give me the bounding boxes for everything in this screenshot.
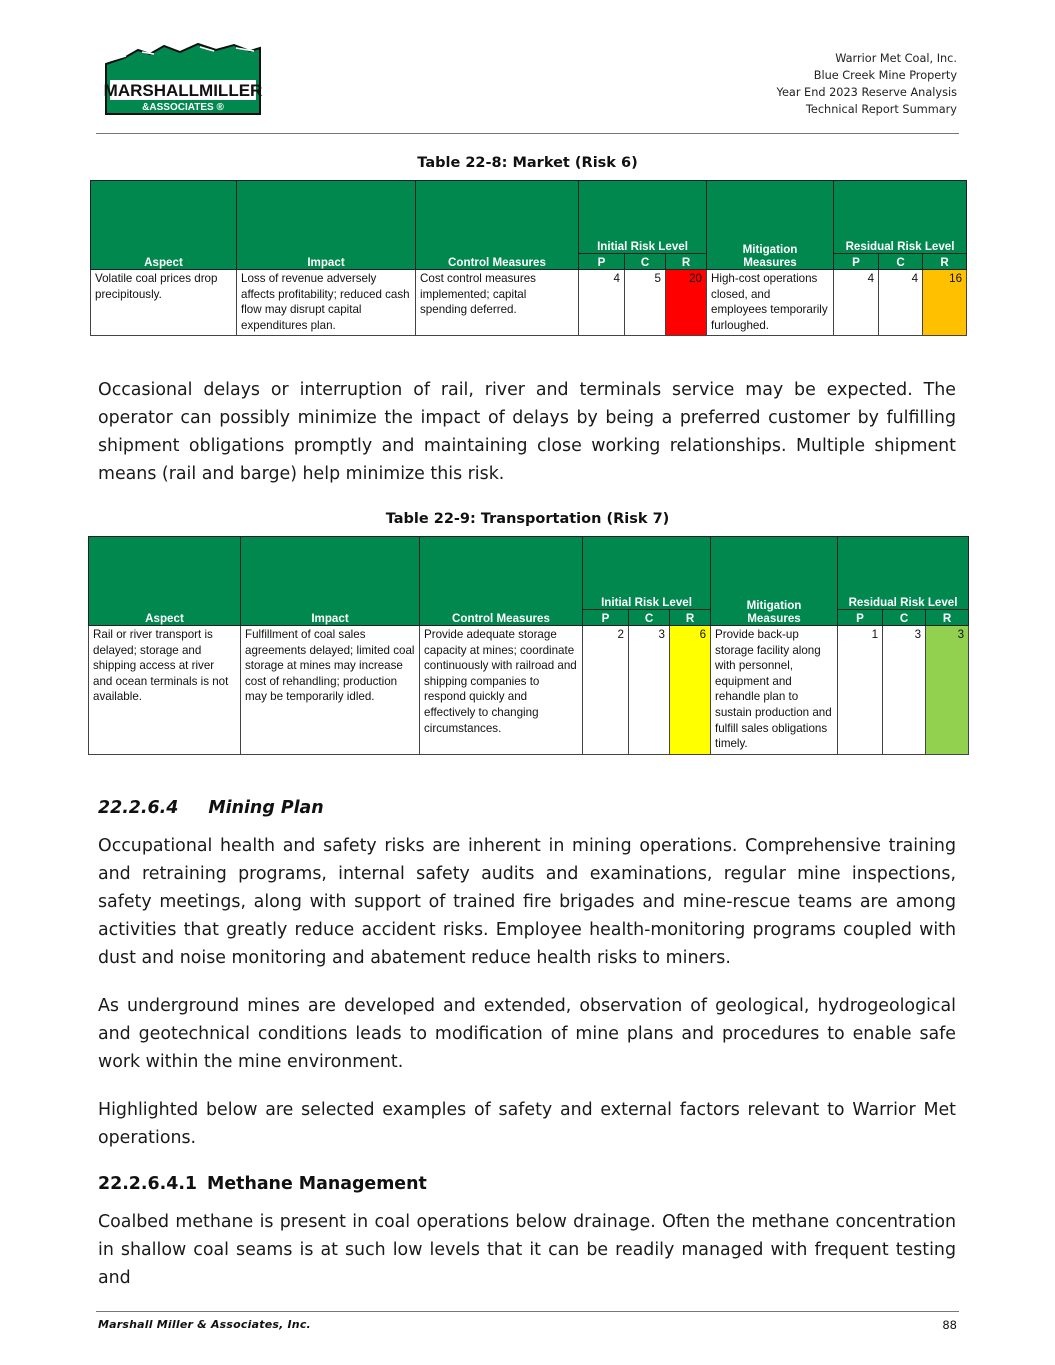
table2-caption: Table 22-9: Transportation (Risk 7) <box>385 511 670 527</box>
section-title: Mining Plan <box>208 798 324 818</box>
paragraph-transport-intro: Occasional delays or interruption of rail, river and terminals service may be expected. The operator can possibly minimize the impact of delays by being a preferred customer by fulfilling shipment obligations promptly and maintaining close working relationships. Multiple shipment means (rail and barge) help minimize this risk. <box>98 380 956 484</box>
col-control: Control Measures <box>416 181 579 270</box>
paragraph-geological: As underground mines are developed and extended, observation of geological, hydrogeological and geotechnical conditions leads to modification of mine plans and procedures to enable safe work within the mine environment. <box>98 996 956 1072</box>
header-divider <box>96 133 959 134</box>
company-logo <box>104 42 262 116</box>
subsection-number: 22.2.6.4.1 <box>98 1174 198 1194</box>
cell-residual-c: 4 <box>879 270 923 336</box>
cell-mitigation: Provide back-up storage facility along with personnel, equipment and rehandle plan to sustain production and fulfill sales obligations timely. <box>711 626 838 755</box>
col-residual-c: C <box>879 254 923 270</box>
col-aspect: Aspect <box>89 537 241 626</box>
cell-residual-p: 1 <box>838 626 883 755</box>
cell-mitigation: High-cost operations closed, and employees temporarily furloughed. <box>707 270 834 336</box>
svg-text:&ASSOCIATES ®: &ASSOCIATES ® <box>142 102 224 113</box>
col-mitigation: Mitigation Measures <box>707 181 834 270</box>
cell-aspect: Rail or river transport is delayed; storage and shipping access at river and ocean terminals is not available. <box>89 626 241 755</box>
footer-divider <box>96 1311 959 1312</box>
col-residual-c: C <box>883 610 926 626</box>
header-property: Blue Creek Mine Property <box>813 69 957 82</box>
cell-control: Provide adequate storage capacity at mines; coordinate continuously with railroad and shipping companies to respond quickly and effectively to changing circumstances. <box>420 626 583 755</box>
cell-control: Cost control measures implemented; capital spending deferred. <box>416 270 579 336</box>
cell-initial-r: 6 <box>670 626 711 755</box>
cell-residual-c: 3 <box>883 626 926 755</box>
col-initial-r: R <box>670 610 711 626</box>
cell-initial-r: 20 <box>666 270 707 336</box>
cell-initial-c: 5 <box>625 270 666 336</box>
paragraph-examples: Highlighted below are selected examples of safety and external factors relevant to Warrior Met operations. <box>98 1100 956 1148</box>
cell-residual-r: 16 <box>923 270 967 336</box>
paragraph-methane: Coalbed methane is present in coal operations below drainage. Often the methane concentration in shallow coal seams is at such low levels that it can be readily managed with frequent testing and <box>98 1212 956 1288</box>
col-initial-r: R <box>666 254 707 270</box>
col-initial-risk: Initial Risk Level <box>579 181 707 254</box>
header-company: Warrior Met Coal, Inc. <box>835 52 957 65</box>
col-initial-risk: Initial Risk Level <box>583 537 711 610</box>
subsection-title: Methane Management <box>207 1174 427 1194</box>
transportation-risk-table <box>88 536 969 755</box>
document-header <box>777 50 957 118</box>
col-initial-p: P <box>579 254 625 270</box>
cell-residual-r: 3 <box>926 626 969 755</box>
table1-caption: Table 22-8: Market (Risk 6) <box>417 155 638 171</box>
col-impact: Impact <box>241 537 420 626</box>
cell-impact: Fulfillment of coal sales agreements delayed; limited coal storage at mines may increase cost of rehandling; production may be temporarily idled. <box>241 626 420 755</box>
cell-initial-p: 4 <box>579 270 625 336</box>
col-initial-c: C <box>629 610 670 626</box>
paragraph-health-safety: Occupational health and safety risks are inherent in mining operations. Comprehensive training and retraining programs, internal safety audits and examinations, regular mine inspections, safety meetings, along with support of trained fire brigades and mine-rescue teams are among activities that greatly reduce accident risks. Employee health-monitoring programs coupled with dust and noise monitoring and abatement reduce health risks to miners. <box>98 836 956 968</box>
col-control: Control Measures <box>420 537 583 626</box>
col-mitigation: Mitigation Measures <box>711 537 838 626</box>
col-residual-r: R <box>926 610 969 626</box>
col-residual-risk: Residual Risk Level <box>834 181 967 254</box>
market-risk-table <box>90 180 967 336</box>
svg-text:MARSHALLMILLER: MARSHALLMILLER <box>104 81 262 100</box>
section-heading <box>98 798 324 818</box>
col-aspect: Aspect <box>91 181 237 270</box>
footer-company: Marshall Miller & Associates, Inc. <box>98 1318 311 1331</box>
col-residual-p: P <box>838 610 883 626</box>
header-report: Technical Report Summary <box>805 103 957 116</box>
table-row <box>91 270 967 336</box>
cell-aspect: Volatile coal prices drop precipitously. <box>91 270 237 336</box>
subsection-heading <box>98 1174 427 1194</box>
cell-initial-p: 2 <box>583 626 629 755</box>
cell-initial-c: 3 <box>629 626 670 755</box>
page-number: 88 <box>942 1318 957 1332</box>
col-residual-risk: Residual Risk Level <box>838 537 969 610</box>
cell-residual-p: 4 <box>834 270 879 336</box>
col-residual-p: P <box>834 254 879 270</box>
table-row <box>89 626 969 755</box>
col-impact: Impact <box>237 181 416 270</box>
col-initial-p: P <box>583 610 629 626</box>
col-residual-r: R <box>923 254 967 270</box>
col-initial-c: C <box>625 254 666 270</box>
cell-impact: Loss of revenue adversely affects profitability; reduced cash flow may disrupt capital expenditures plan. <box>237 270 416 336</box>
section-number: 22.2.6.4 <box>98 798 179 818</box>
header-analysis: Year End 2023 Reserve Analysis <box>776 86 957 99</box>
